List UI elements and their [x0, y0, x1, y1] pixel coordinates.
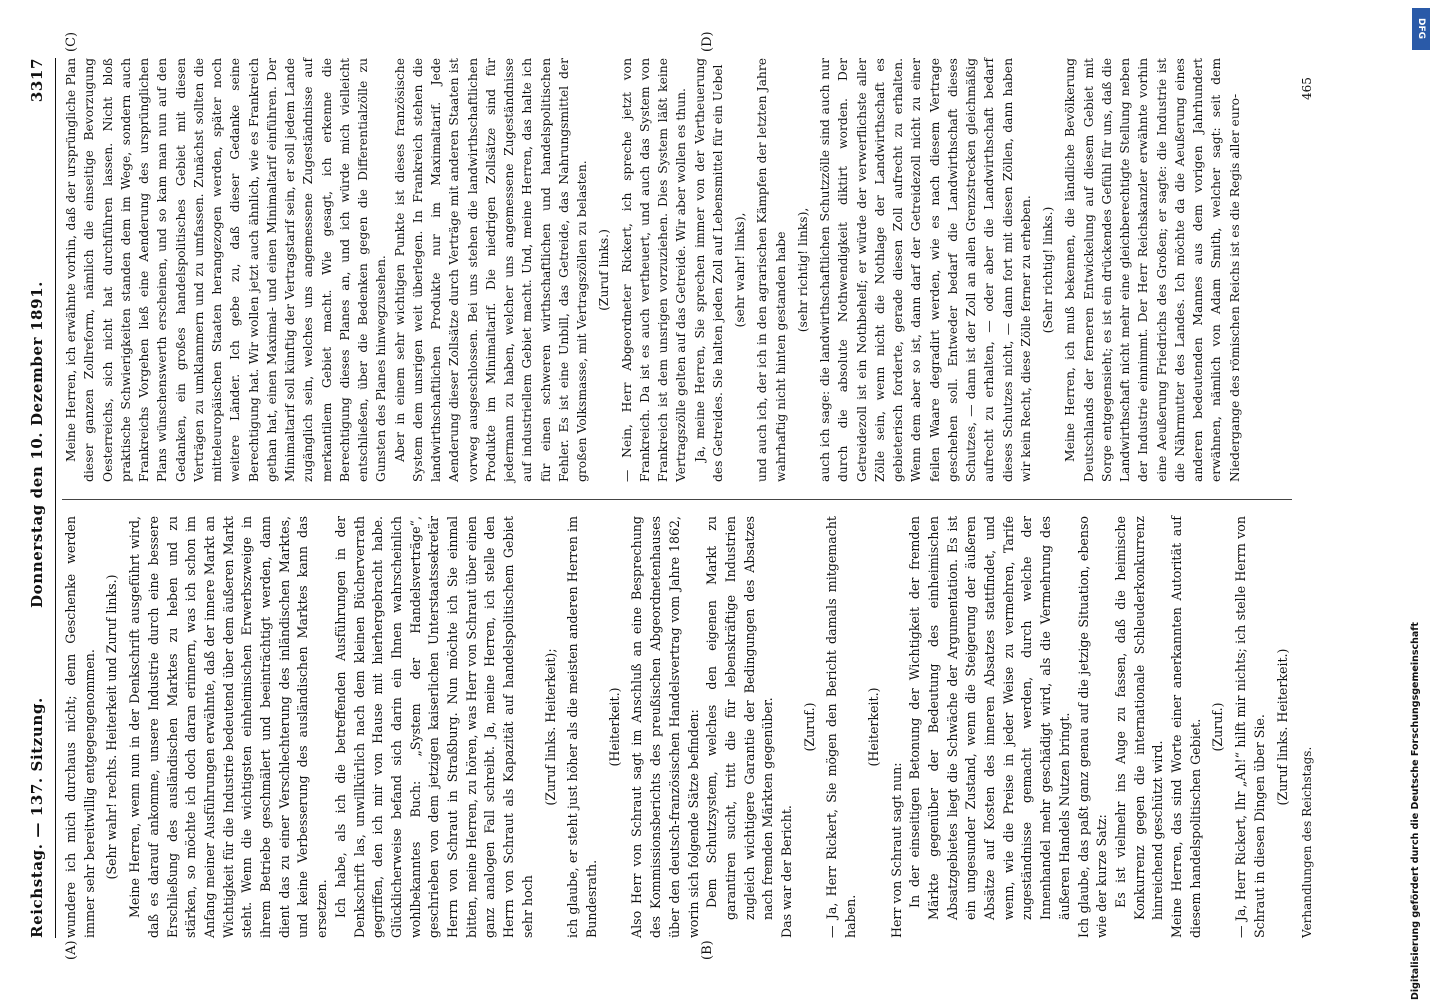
header-left: Reichstag. — 137. Sitzung.	[28, 697, 46, 938]
paragraph: — Ja, Herr Rickert, Ihr „Ah!“ hilft mir nichts; ich stelle Herrn von Schraut in diesen Dingen über Sie.	[1233, 516, 1267, 938]
interjection: (Zuruf.)	[1210, 702, 1226, 752]
dfg-logo-icon: DFG	[1412, 8, 1430, 50]
paragraph: — Ja, Herr Rickert, Sie mögen den Bericht damals mitgemacht haben.	[824, 516, 859, 938]
block-quote: Es ist vielmehr ins Auge zu fassen, daß die heimische Konkurrenz gegen die internationale Schleuderkonkurrenz hinreichend geschützt wird.	[1112, 516, 1166, 920]
block-quote: In der einseitigen Betonung der Wichtigkeit der fremden Märkte gegenüber der Bedeutung des einheimischen Absatzgebietes liegt die Schwäche der Argumentation. Es ist ein ungesunder Zustand, wenn die Steigerung der äußeren Absätze auf Kosten des inneren Absatzes stattfindet, und wenn, wie die Preise in jeder Weise zu vermehren, Tarife zugeständnisse gemacht werden, durch welche der Innenhandel mehr geschädigt wird, als die Vermehrung des äußeren Handels Nutzen bringt.	[907, 516, 1072, 920]
interjection: (Sehr richtig! links.)	[1041, 206, 1055, 334]
dfg-note: Digitalisierung gefördert durch die Deutsche Forschungsgemeinschaft	[1410, 622, 1421, 1000]
paragraph: Also Herr von Schraut sagt im Anschluß an eine Besprechung des Kommissionsberichts des preußischen Abgeordnetenhauses über den deutsch-französischen Handelsvertrag vom Jahre 1862, worin sich folgende Sätze befinden:	[629, 516, 701, 938]
text-column-left	[62, 516, 1292, 938]
paragraph: auch ich sage: die landwirthschaftlichen Schutzzölle sind auch nur durch die absolute Nothwendigkeit diktirt worden. Der Getreidezoll ist ein Nothbehelf; er würde der verwerflichste aller Zölle sein, wenn nicht die Nothlage der Landwirthschaft es gebieterisch forderte, gerade diesen Zoll aufrecht zu erhalten. Wenn dem aber so ist, dann darf der Getreidezoll nicht zu einer feilen Waare degradirt werden, wie es nach diesem Vertrage geschehen soll. Entweder bedarf die Landwirthschaft dieses Schutzes, — dann ist der Zoll an allen Grenzstrecken gleichmäßig aufrecht zu erhalten, — oder aber die Landwirthschaft bedarf dieses Schutzes nicht, — dann fort mit diesen Zöllen, dann haben wir kein Recht, diese Zölle ferner zu erheben.	[818, 58, 1033, 482]
text-column-right	[62, 58, 1292, 482]
margin-letter-b: (B)	[700, 940, 715, 960]
paragraph: Meine Herren, ich muß bekennen, die ländliche Bevölkerung Deutschlands der ferneren Entwickelung auf diesem Gebiet mit Sorge entgegensieht; es ist ein drückendes Gefühl für uns, daß die Landwirthschaft nicht mehr eine gleichberechtigte Stellung neben der Industrie einnimmt. Der Herr Reichskanzler erwähnte vorhin eine Aeußerung Friedrichs des Großen; er sagte: die Industrie ist die Nährmutter des Landes. Ich möchte da die Aeußerung eines anderen bedeutenden Mannes aus dem vorigen Jahrhundert erwähnen, nämlich von Adam Smith, welcher sagt: seit dem Niedergange des römischen Reichs ist es die Regis aller euro-	[1063, 58, 1242, 482]
margin-letter-d: (D)	[700, 31, 715, 52]
paragraph: Herr von Schraut sagt nun:	[888, 762, 904, 938]
paragraph: Meine Herren, ich erwähnte vorhin, daß der ursprüngliche Plan dieser ganzen Zollreform, nämlich die einseitige Bevorzugung Oesterreichs, sich nicht hat durchführen lassen. Nicht bloß praktische Schwierigkeiten standen dem im Wege, sondern auch Frankreichs Vorgehen ließ eine Aenderung des ursprünglichen Plans wünschenswerth erscheinen, und so kam man nun auf den Gedanken, ein großes handelspolitisches Gebiet mit diesen Verträgen zu umklammern und zu umfassen. Zunächst sollten die mitteleuropäischen Staaten herangezogen werden, später noch weitere Länder. Ich gebe zu, daß dieser Gedanke seine Berechtigung hat. Wir wollen jetzt auch ähnlich, wie es Frankreich gethan hat, einen Maximal- und einen Minimaltarif einführen. Der Minimaltarif soll künftig der Vertragstarif sein, er soll jedem Lande zugänglich sein, welches uns angemessene Zugeständnisse auf merkantilem Gebiet macht. Wie gesagt, ich erkenne die Berechtigung dieses Planes an, und ich würde mich vielleicht entschließen, über die Bedenken gegen die Differentialzölle zu Gunsten des Planes hinwegzusehen.	[64, 58, 389, 482]
header-date: Donnerstag den 10. Dezember 1891.	[28, 281, 46, 608]
interjection: (sehr richtig! links),	[795, 207, 810, 333]
interjection: (Heiterkeit.)	[865, 687, 881, 767]
header-rule	[55, 58, 56, 938]
page-number: 3317	[28, 58, 46, 103]
interjection: (Zuruf links. Heiterkeit.)	[1274, 648, 1290, 806]
paragraph: Ich habe, als ich die betreffenden Ausführungen in der Denkschrift las, unwillkürlich nach dem kleinen Bücherverrath gegriffen, den ich mir von Hause mit hierhergebracht habe. Glücklicherweise befand sich darin ein Ihnen wahrscheinlich wohlbekanntes Buch: „System der Handelsverträge“, geschrieben von dem jetzigen kaiserlichen Unterstaatssekretär Herrn von Schraut in Straßburg. Nun möchte ich Sie einmal bitten, meine Herren, zu hören, was Herr von Schraut über einen ganz analogen Fall schreibt. Ja, meine Herren, ich stelle den Herrn von Schraut als Kapazität auf handelspolitischem Gebiet sehr hoch	[332, 516, 535, 938]
page-header	[28, 58, 54, 938]
paragraph: Ja, meine Herren, Sie sprechen immer von der Vertheuerung des Getreides. Sie halten jeden Zoll auf Lebensmittel für ein Uebel	[692, 58, 725, 482]
paragraph: Meine Herren, das sind Worte einer anerkannten Autorität auf diesem handelspolitischen Gebiet.	[1169, 516, 1203, 938]
paragraph: — Nein, Herr Abgeordneter Rickert, ich spreche jetzt von Frankreich. Da ist es auch vertheuert, und auch das System von Frankreich ist dem unsrigen vorzuziehen. Dies System läßt keine Vertragszölle gelten auf das Getreide. Wir aber wollen es thun.	[619, 58, 689, 482]
interjection: (sehr wahr! links),	[733, 212, 747, 328]
paragraph: Meine Herren, wenn nun in der Denkschrift ausgeführt wird, daß es darauf ankomme, unsere Industrie durch eine bessere Erschließung des ausländischen Marktes zu heben und zu stärken, so möchte ich doch daran erinnern, was ich schon im Anfang meiner Ausführungen erwähnte, daß der innere Markt an Wichtigkeit für die Industrie bedeutend über dem äußeren Markt steht. Wenn die wichtigsten einheimischen Erwerbszweige in ihrem Betriebe geschmälert und beeinträchtigt werden, dann dient das zu einer Verschlechterung des inländischen Marktes, und keine Verbesserung des ausländischen Marktes kann das ersetzen.	[127, 516, 330, 938]
block-quote: Dem Schutzsystem, welches den eigenen Markt zu garantiren sucht, tritt die für lebenskräftige Industrien zugleich wichtigere Garantie der Bedingungen des Absatzes nach fremden Märkten gegenüber.	[704, 516, 776, 920]
paragraph: und auch ich, der ich in den agrarischen Kämpfen der letzten Jahre wahrhaftig nicht hinten gestanden habe	[755, 58, 788, 482]
footer-left: Verhandlungen des Reichstags.	[1300, 746, 1314, 938]
paragraph: Aber in einem sehr wichtigen Punkte ist dieses französische System dem unsrigen weit überlegen. In Frankreich stehen die landwirthschaftlichen Produkte nur im Maximaltarif. Jede Aenderung dieser Zollsätze durch Verträge mit anderen Staaten ist vorweg ausgeschlossen. Bei uns stehen die landwirthschaftlichen Produkte im Minimaltarif. Die niedrigen Zollsätze sind für jedermann zu haben, welcher uns angemessene Zugeständnisse auf industriellem Gebiet macht. Und, meine Herren, das halte ich für einen schweren wirthschaftlichen und handelspolitischen Fehler. Es ist eine Unbill, das Getreide, das Nahrungsmittel der großen Volksmasse, mit Vertragszöllen zu belasten.	[392, 58, 589, 482]
interjection: (Zuruf.)	[801, 702, 817, 752]
margin-letter-c: (C)	[64, 31, 79, 52]
paragraph: ich glaube, er steht just höher als die meisten anderen Herren im Bundesrath.	[565, 516, 599, 938]
column-divider	[62, 499, 1292, 500]
interjection: (Heiterkeit.)	[606, 687, 622, 767]
paragraph: Ich glaube, das paßt ganz genau auf die jetzige Situation, ebenso wie der kurze Satz:	[1075, 516, 1110, 938]
paragraph: wundere ich mich durchaus nicht; denn Geschenke werden immer sehr bereitwillig entgegengenommen.	[63, 516, 97, 938]
paragraph: Das war der Bericht.	[779, 805, 795, 938]
interjection: (Sehr wahr! rechts. Heiterkeit und Zuruf links.)	[104, 574, 120, 880]
margin-letter-a: (A)	[64, 940, 79, 960]
footer-page-signature: 465	[1300, 77, 1314, 100]
interjection: (Zuruf links. Heiterkeit);	[542, 648, 558, 806]
interjection: (Zuruf links.)	[597, 229, 612, 311]
